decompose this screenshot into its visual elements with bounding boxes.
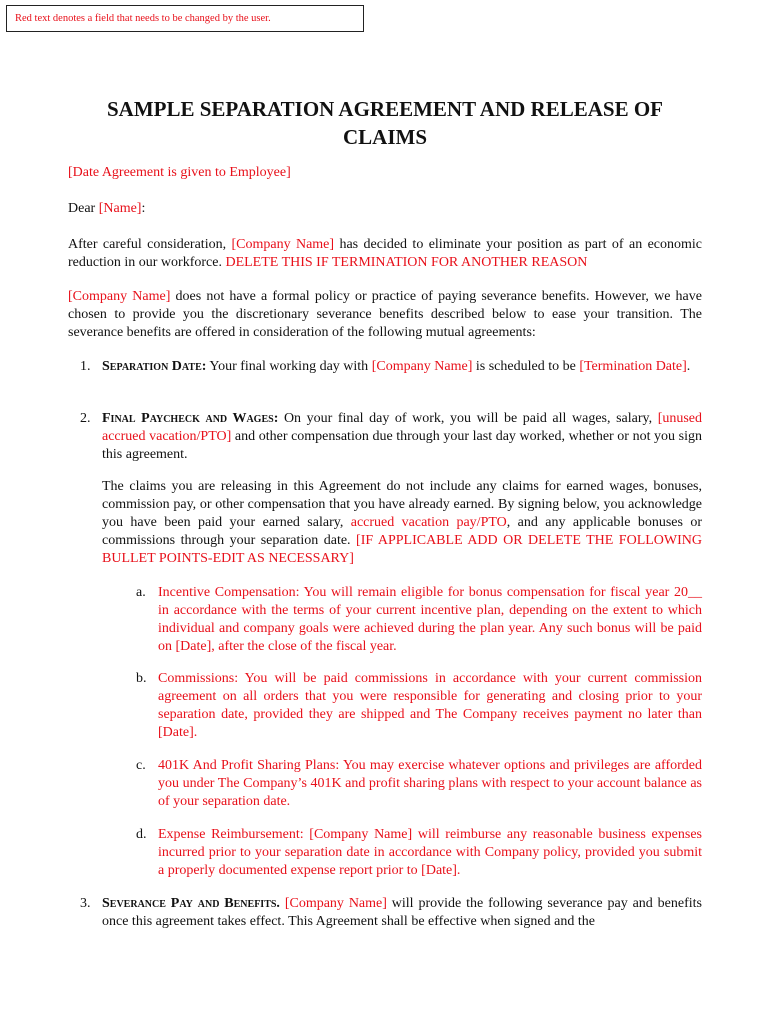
salutation-dear: Dear <box>68 201 99 216</box>
intro-text-a: After careful consideration, <box>68 237 232 252</box>
intro-text-b: has decided to eliminate your position as part of an economic reduction in our workforce. <box>68 237 702 270</box>
item-text: Your final working day with <box>206 359 372 374</box>
salutation <box>68 200 708 218</box>
item-heading: Severance Pay and Benefits. <box>102 896 280 911</box>
delete-note: DELETE THIS IF TERMINATION FOR ANOTHER REASON <box>225 255 588 270</box>
subitem-letter: b. <box>136 671 147 686</box>
title-line-2: CLAIMS <box>342 125 427 149</box>
item-severance-pay <box>102 895 702 931</box>
item-text: will provide the following severance pay and benefits once this agreement takes effect. This Agreement shall be effective when signed and the <box>102 896 702 929</box>
item-number: 2. <box>80 411 91 426</box>
company-name-field: [Company Name] <box>68 289 171 304</box>
employee-name-field: [Name] <box>98 201 142 216</box>
subitem-401k: 401K And Profit Sharing Plans: You may exercise whatever options and privileges are afforded you under The Company’s 401K and profit sharing plans with respect to your account balance as of your separation date. <box>158 758 702 809</box>
subitem-commissions: Commissions: You will be paid commissions in accordance with your current commission agreement on all orders that you were responsible for generating and closing prior to your separation date, provided they are shipped and The Company receives payment no later than [Date]. <box>158 671 702 740</box>
instruction-note-box: Red text denotes a field that needs to be changed by the user. <box>6 5 364 32</box>
subitem-expense-reimbursement: Expense Reimbursement: [Company Name] will reimburse any reasonable business expenses incurred prior to your separation date in accordance with Company policy, provided you submit a properly documented expense report prior to [Date]. <box>158 827 702 878</box>
claims-paragraph <box>102 478 702 568</box>
item-heading: Separation Date: <box>102 359 207 374</box>
date-field: [Date Agreement is given to Employee] <box>68 165 291 180</box>
item-text: is scheduled to be <box>472 359 580 374</box>
policy-text: does not have a formal policy or practice of paying severance benefits. However, we have chosen to provide you the discretionary severance benefits described below to ease your transition. The severance benefits are offered in consideration of the following mutual agreements: <box>68 289 702 340</box>
item-final-paycheck <box>102 410 702 464</box>
item-separation-date <box>102 358 702 376</box>
pto-field: [unused accrued vacation/PTO] <box>102 411 703 444</box>
item-text: On your final day of work, you will be paid all wages, salary, <box>278 411 658 426</box>
accrued-pto-field: accrued vacation pay/PTO <box>350 515 507 530</box>
termination-date-field: [Termination Date] <box>579 359 687 374</box>
policy-paragraph <box>68 288 702 342</box>
item-number: 3. <box>80 896 91 911</box>
subitem-letter: d. <box>136 827 147 842</box>
item-text: . <box>686 359 691 374</box>
item-text: and other compensation due through your last day worked, whether or not you sign this agreement. <box>102 429 702 462</box>
company-name-field: [Company Name] <box>371 359 473 374</box>
intro-paragraph <box>68 236 702 272</box>
salutation-colon: : <box>141 201 146 216</box>
claims-text-a: The claims you are releasing in this Agreement do not include any claims for earned wages, bonuses, commission pay, or other compensation that you have already earned. By signing below, you acknowledge you have been paid your earned salary, <box>102 479 702 530</box>
company-name-field: [Company Name] <box>284 896 387 911</box>
claims-text-b: , and any applicable bonuses or commissions through your separation date. <box>102 515 702 548</box>
bullet-edit-note: [IF APPLICABLE ADD OR DELETE THE FOLLOWING BULLET POINTS-EDIT AS NECESSARY] <box>102 533 703 566</box>
item-heading: Final Paycheck and Wages: <box>102 411 279 426</box>
subitem-letter: a. <box>136 585 146 600</box>
company-name-field: [Company Name] <box>231 237 335 252</box>
title-line-1: SAMPLE SEPARATION AGREEMENT AND RELEASE OF <box>106 97 663 121</box>
subitem-incentive-compensation: Incentive Compensation: You will remain eligible for bonus compensation for fiscal year 20__ in accordance with the terms of your current incentive plan, depending on the extent to which individual and company goals were achieved during the plan year. Any such bonus will be paid on [Date], after the close of the fiscal year. <box>158 585 702 654</box>
subitem-letter: c. <box>136 758 146 773</box>
page-title <box>60 95 710 151</box>
item-number: 1. <box>80 359 91 374</box>
